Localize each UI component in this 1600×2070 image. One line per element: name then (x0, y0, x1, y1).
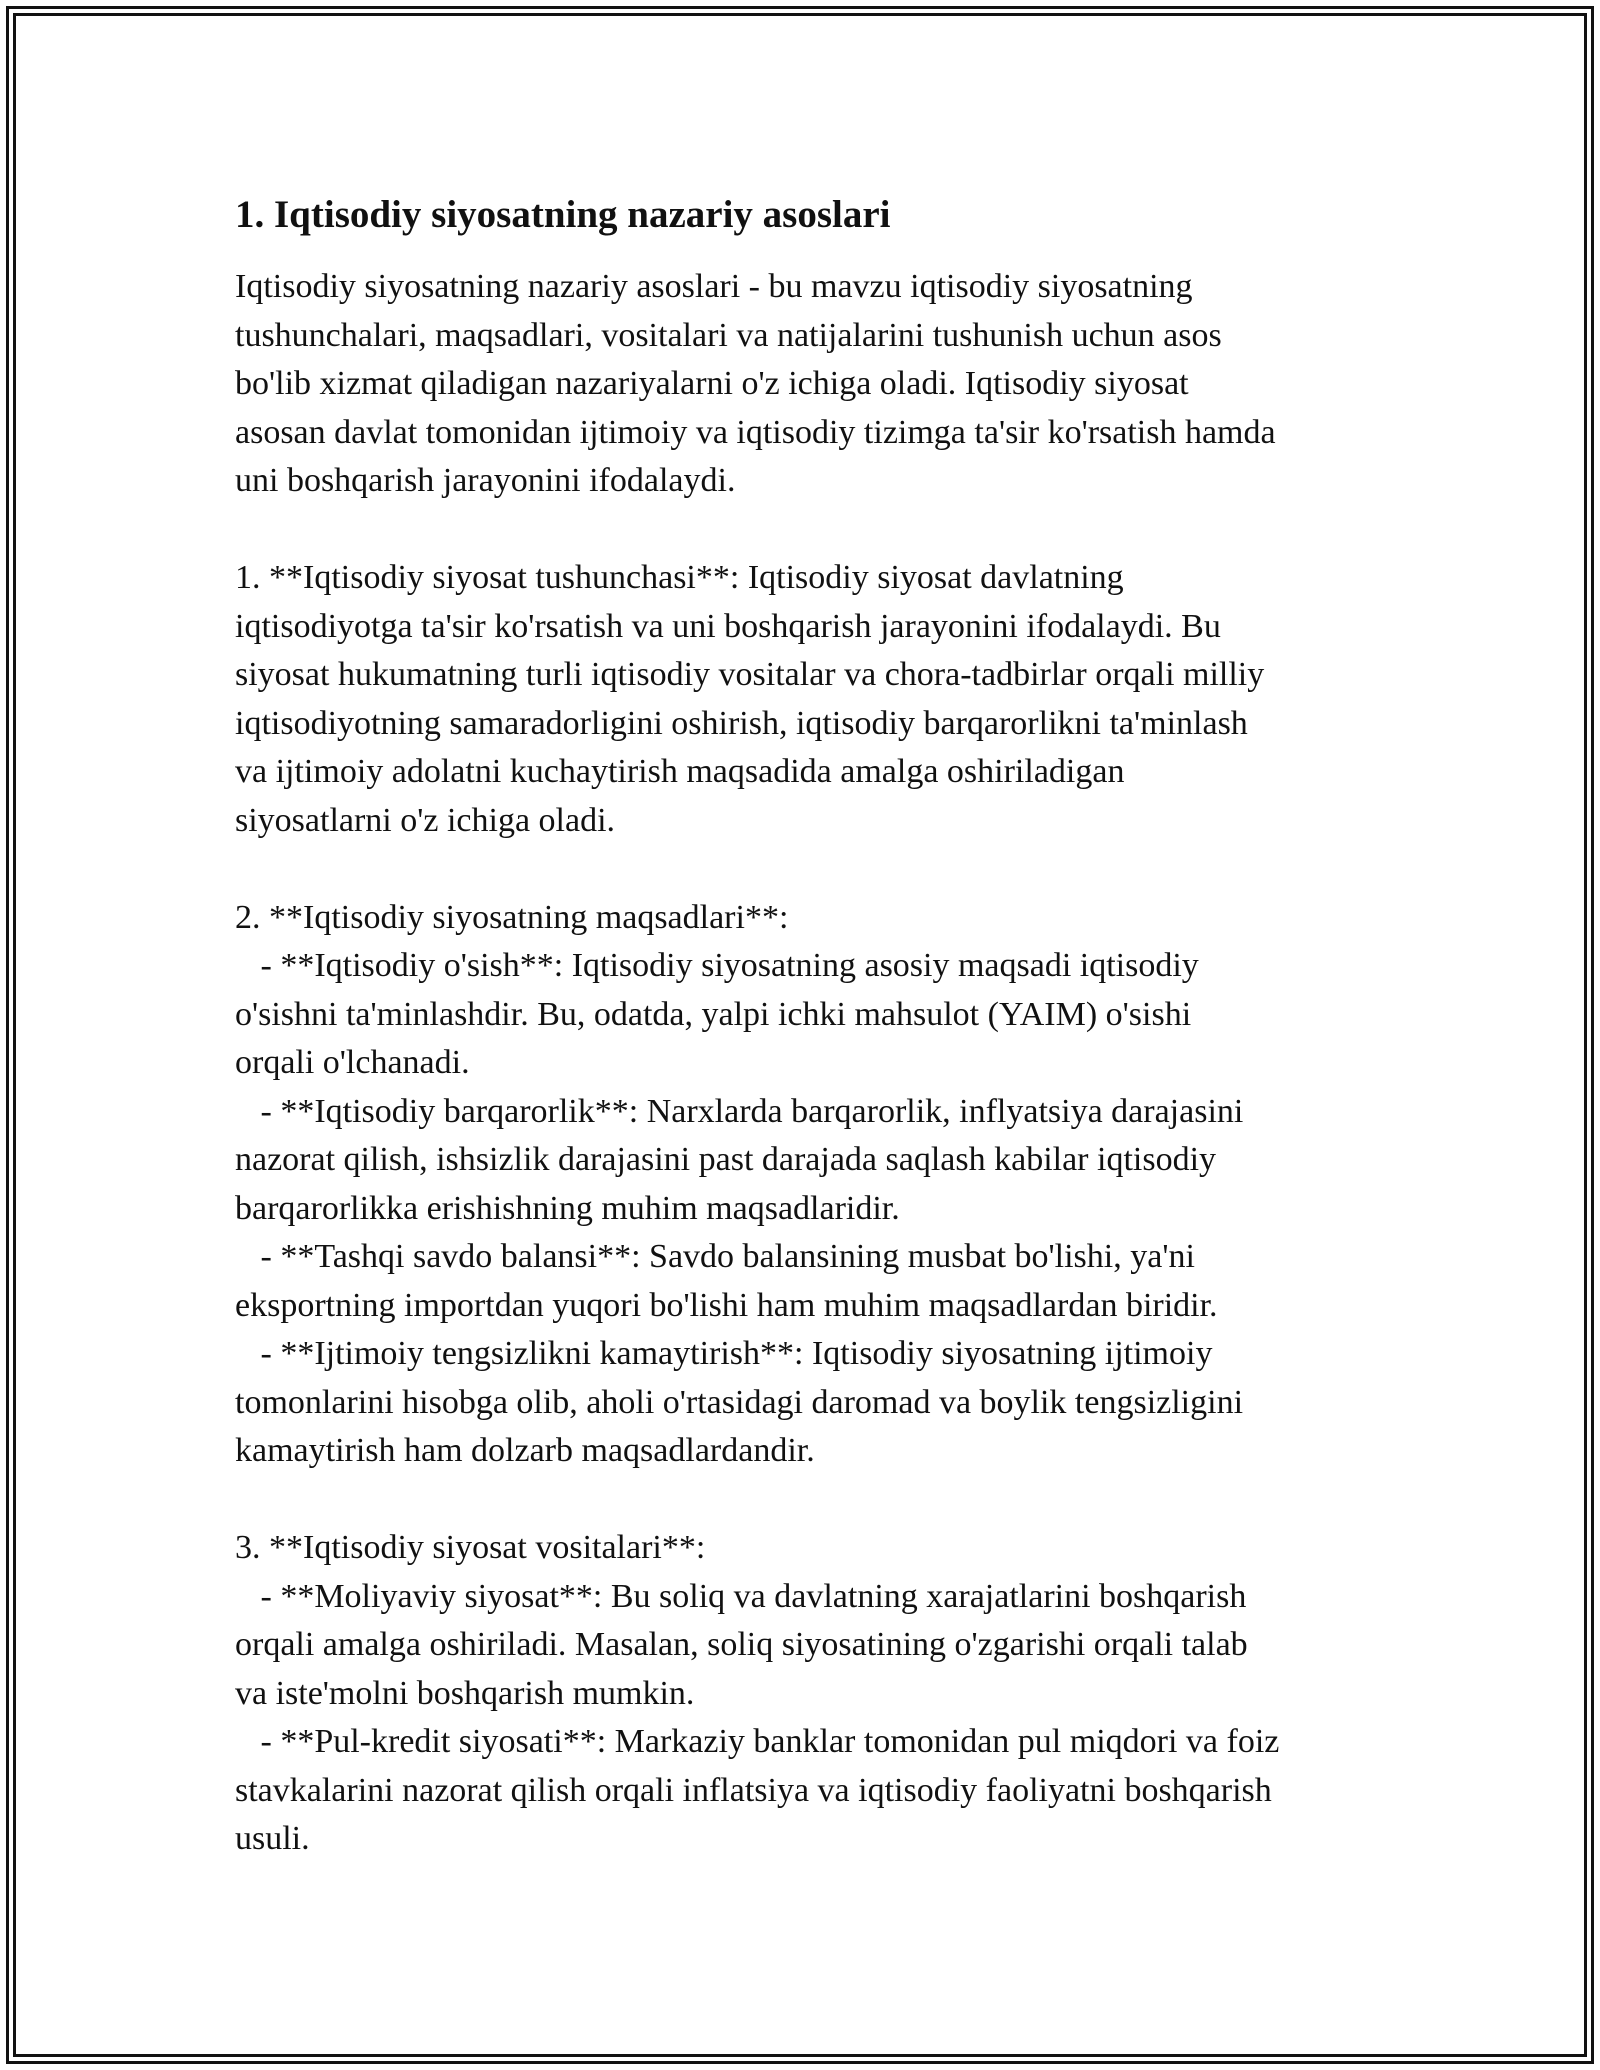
text-line: barqarorlikka erishishning muhim maqsadlaridir. (235, 1189, 900, 1227)
text-line: - **Pul-kredit siyosati**: Markaziy banklar tomonidan pul miqdori va foiz (235, 1723, 1280, 1760)
text-line: - **Ijtimoiy tengsizlikni kamaytirish**: Iqtisodiy siyosatning ijtimoiy (235, 1335, 1213, 1372)
text-line: tomonlarini hisobga olib, aholi o'rtasidagi daromad va boylik tengsizligini (235, 1383, 1244, 1421)
text-line: - **Moliyaviy siyosat**: Bu soliq va davlatning xarajatlarini boshqarish (235, 1577, 1247, 1615)
text-line: iqtisodiyotning samaradorligini oshirish, iqtisodiy barqarorlikni ta'minlash (235, 704, 1248, 742)
text-line: - **Tashqi savdo balansi**: Savdo balansining musbat bo'lishi, ya'ni (235, 1238, 1195, 1275)
text-line: siyosatlarni o'z ichiga oladi. (235, 801, 616, 839)
text-line: 3. **Iqtisodiy siyosat vositalari**: (235, 1529, 706, 1566)
text-line: stavkalarini nazorat qilish orqali inflatsiya va iqtisodiy faoliyatni boshqarish (235, 1771, 1272, 1809)
text-line: 2. **Iqtisodiy siyosatning maqsadlari**: (235, 898, 789, 936)
text-line: va iste'molni boshqarish mumkin. (235, 1674, 695, 1712)
text-line: asosan davlat tomonidan ijtimoiy va iqtisodiy tizimga ta'sir ko'rsatish hamda (235, 413, 1276, 451)
text-line: siyosat hukumatning turli iqtisodiy vositalar va chora-tadbirlar orqali milliy (235, 656, 1265, 693)
text-line: 1. **Iqtisodiy siyosat tushunchasi**: Iqtisodiy siyosat davlatning (235, 559, 1124, 596)
text-line: nazorat qilish, ishsizlik darajasini past darajada saqlash kabilar iqtisodiy (235, 1141, 1217, 1178)
blank-line (235, 1476, 1385, 1525)
text-line: Iqtisodiy siyosatning nazariy asoslari - bu mavzu iqtisodiy siyosatning (235, 268, 1193, 305)
text-line: - **Iqtisodiy barqarorlik**: Narxlarda barqarorlik, inflyatsiya darajasini (235, 1092, 1244, 1130)
document-text (235, 263, 1385, 1864)
document-title: 1. Iqtisodiy siyosatning nazariy asoslari (235, 193, 891, 236)
document-body (235, 187, 1385, 1864)
text-line: kamaytirish ham dolzarb maqsadlardandir. (235, 1432, 815, 1469)
text-line: uni boshqarish jarayonini ifodalaydi. (235, 462, 736, 499)
text-line: orqali o'lchanadi. (235, 1044, 470, 1081)
text-line: usuli. (235, 1820, 310, 1857)
blank-line (235, 506, 1385, 555)
text-line: bo'lib xizmat qiladigan nazariyalarni o'z ichiga oladi. Iqtisodiy siyosat (235, 365, 1189, 402)
text-line: tushunchalari, maqsadlari, vositalari va natijalarini tushunish uchun asos (235, 316, 1222, 354)
text-line: iqtisodiyotga ta'sir ko'rsatish va uni boshqarish jarayonini ifodalaydi. Bu (235, 607, 1221, 645)
text-line: orqali amalga oshiriladi. Masalan, soliq siyosatining o'zgarishi orqali talab (235, 1626, 1248, 1663)
blank-line (235, 845, 1385, 894)
text-line: va ijtimoiy adolatni kuchaytirish maqsadida amalga oshiriladigan (235, 753, 1125, 790)
text-line: eksportning importdan yuqori bo'lishi ham muhim maqsadlardan biridir. (235, 1286, 1218, 1324)
text-line: - **Iqtisodiy o'sish**: Iqtisodiy siyosatning asosiy maqsadi iqtisodiy (235, 947, 1199, 984)
text-line: o'sishni ta'minlashdir. Bu, odatda, yalpi ichki mahsulot (YAIM) o'sishi (235, 995, 1192, 1033)
